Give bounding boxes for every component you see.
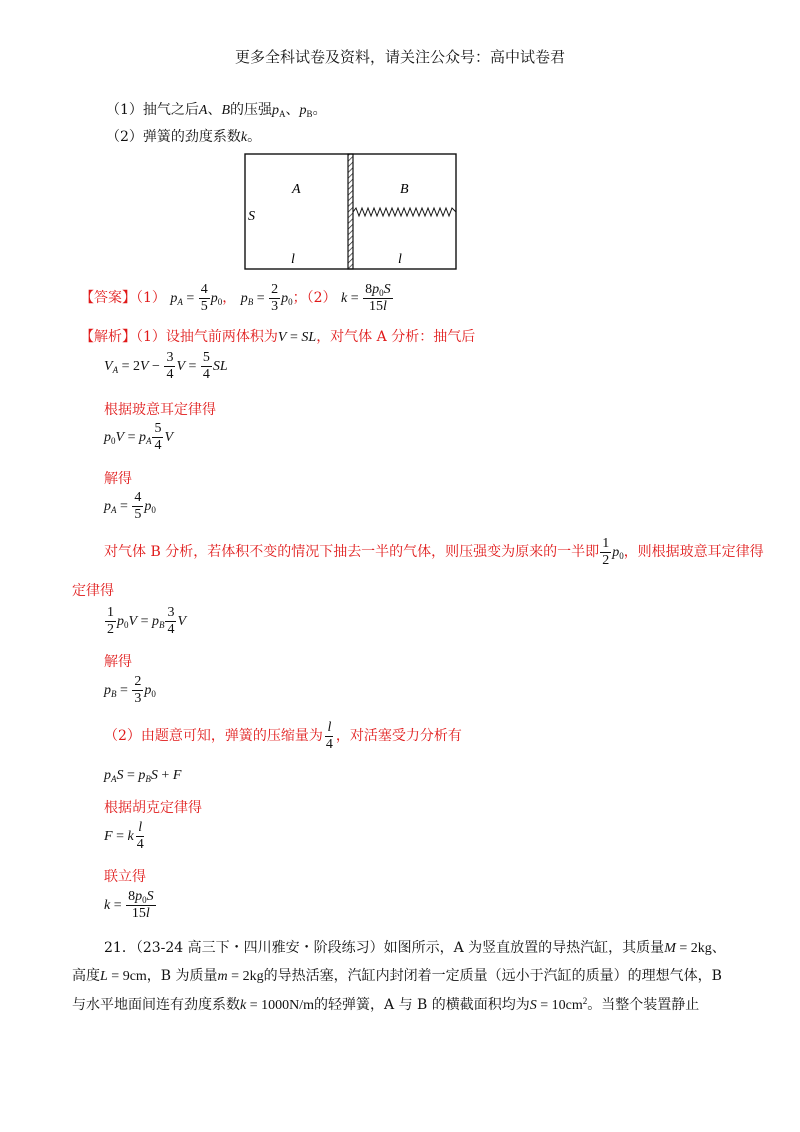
problem21-line2: 高度L = 9cm，B 为质量m = 2kg的导热活塞，汽缸内封闭着一定质量（远小于汽缸的质量）的理想气体，B	[72, 968, 722, 984]
eq-pB: $p_B$ = $\frac{2}{3}$ $p_0$	[104, 674, 156, 707]
label-B: B	[400, 182, 409, 197]
analysis-intro-after: ，对气体 A 分析：抽气后	[316, 329, 476, 345]
boyle-law-1: 根据玻意耳定律得	[104, 402, 216, 418]
gas-B-analysis: 对气体 B 分析，若体积不变的情况下抽去一半的气体，则压强变为原来的一半即 $\frac{1}{2}$ $p_0$，则根据玻意耳定律得	[104, 536, 764, 569]
spring	[353, 208, 456, 216]
label-A: A	[292, 182, 301, 197]
part2-text-a: （2）由题意可知，弹簧的压缩量为	[104, 728, 323, 744]
analysis-tag: 【解析】	[80, 329, 136, 345]
q1-pA-sub: A	[279, 109, 286, 119]
answer-line	[80, 282, 394, 318]
p21-line3-a: 与水平地面间连有劲度系数	[72, 997, 240, 1013]
cylinder-diagram	[240, 150, 462, 274]
label-l-right: l	[398, 252, 402, 267]
eq-VA: $V_A = 2V$ − $\frac{3}{4}$ V = $\frac{5}{4}$ SL	[104, 350, 228, 383]
answer-tag: 【答案】	[80, 290, 136, 306]
question-1	[106, 99, 327, 119]
problem21-line3: 与水平地面间连有劲度系数k = 1000N/m的轻弹簧，A 与 B 的横截面积均为$S = 10cm^2$。当整个装置静止	[72, 996, 700, 1013]
q1-A: A	[198, 103, 208, 118]
eq-hooke: F = k $\frac{l}{4}$	[104, 820, 144, 853]
piston	[348, 154, 353, 269]
problem21-line1: 21．（23-24 高三下・四川雅安・阶段练习）如图所示，A 为竖直放置的导热汽缸，其质量M = 2kg、	[104, 940, 726, 956]
q1-prefix: （1）抽气之后	[106, 102, 199, 118]
p21-line2-a: 高度	[72, 968, 100, 984]
answer-part1: （1）	[136, 290, 166, 306]
label-S: S	[248, 209, 255, 224]
p21-line3-c: 。当整个装置静止	[587, 997, 700, 1013]
hooke-law: 根据胡克定律得	[104, 800, 202, 816]
answer-k: k = $\frac{8p_0S}{15l}$	[341, 282, 391, 315]
analysis-intro: 【解析】（1）设抽气前两体积为V = SL，对气体 A 分析：抽气后	[80, 329, 476, 345]
analysis-intro-text: （1）设抽气前两体积为	[136, 329, 278, 345]
eq-k: k = $\frac{8p_0S}{15l}$	[104, 889, 154, 922]
p21-line3-b: 的轻弹簧，A 与 B 的横截面积均为	[314, 997, 530, 1013]
p21-line2-c: 的导热活塞，汽缸内封闭着一定质量（远小于汽缸的质量）的理想气体，B	[263, 968, 722, 984]
solve-2: 解得	[104, 654, 132, 670]
q2-end: 。	[247, 129, 262, 145]
answer-pB: $p_B$ = $\frac{2}{3}$ $p_0$	[240, 282, 293, 315]
q1-pA: p	[272, 103, 280, 118]
answer-pA: $p_A$ = $\frac{4}{5}$ $p_0$	[170, 282, 223, 315]
eq-boyle-B: $\frac{1}{2}$ $p_0V = p_B$ $\frac{3}{4}$ V	[107, 605, 187, 638]
answer-sep2: ；	[292, 290, 307, 306]
label-l-left: l	[291, 252, 295, 267]
q1-comma: 、	[285, 102, 300, 118]
part2-analysis: （2）由题意可知，弹簧的压缩量为 $\frac{l}{4}$ ，对活塞受力分析有	[104, 720, 462, 753]
gas-B-text-wrap: 定律得	[72, 583, 114, 599]
q1-end: 。	[312, 102, 327, 118]
answer-sep1: ，	[222, 290, 237, 306]
q2-k: k	[240, 130, 248, 145]
p21-line1-text: 21．（23-24 高三下・四川雅安・阶段练习）如图所示，A 为竖直放置的导热汽缸，其质量	[104, 940, 665, 956]
eq-force: $p_AS = p_BS + F$	[104, 768, 182, 784]
gas-B-text: 对气体 B 分析，若体积不变的情况下抽去一半的气体，则压强变为原来的一半即	[104, 544, 600, 560]
combine: 联立得	[104, 869, 146, 885]
q1-pB: p	[299, 103, 307, 118]
page-header: 更多全科试卷及资料，请关注公众号：高中试卷君	[234, 48, 565, 66]
gas-B-text2: ，则根据玻意耳定律得	[623, 544, 764, 560]
part2-text-b: ，对活塞受力分析有	[335, 728, 462, 744]
question-2	[106, 126, 261, 146]
q2-prefix: （2）弹簧的劲度系数	[106, 129, 241, 145]
q1-pB-sub: B	[306, 109, 313, 119]
eq-boyle-A: $p_0V = p_A$ $\frac{5}{4}$ V	[104, 421, 174, 454]
eq-pA: $p_A$ = $\frac{4}{5}$ $p_0$	[104, 490, 156, 523]
answer-part2: （2）	[306, 290, 337, 306]
p21-line1-sep: 、	[711, 940, 726, 956]
q1-mid: 的压强	[230, 102, 273, 118]
q1-sep: 、	[207, 102, 222, 118]
solve-1: 解得	[104, 471, 132, 487]
q1-B: B	[221, 103, 231, 118]
p21-line2-b: ，B 为质量	[146, 968, 218, 984]
